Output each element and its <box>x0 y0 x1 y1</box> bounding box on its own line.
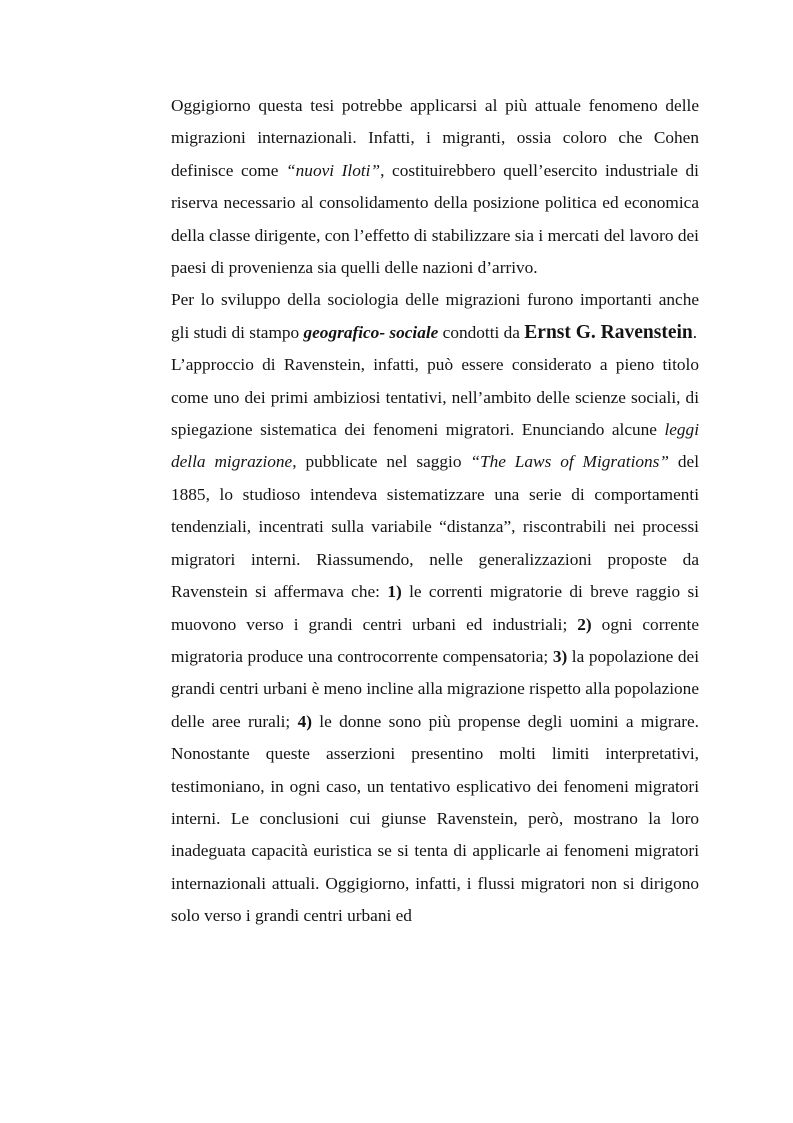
paragraph-cohen <box>171 90 699 284</box>
text-segment: . <box>692 322 698 342</box>
text-segment: , costituirebbero quell’esercito industriale di riserva necessario al consolidamento della posizione politica ed economica della classe dirigente, con l’effetto di stabilizzare sia i mercati del lavoro dei paesi di provenienza sia quelli delle nazioni d’arrivo. <box>171 160 699 278</box>
paragraph-ravenstein-laws <box>171 349 699 932</box>
emphasis-geografico-sociale: geografico- sociale <box>303 322 439 342</box>
document-page <box>171 90 699 933</box>
emphasis-leggi: leggi della migrazione <box>171 420 699 472</box>
text-segment: , pubblicate nel saggio <box>292 452 471 472</box>
text-segment: ogni corrente migratoria produce una controcorrente compensatoria; <box>171 614 699 666</box>
author-name: Ernst G. Ravenstein <box>524 321 693 343</box>
text-segment: del 1885, lo studioso intendeva sistematizzare una serie di comportamenti tendenziali, incentrati sulla variabile “distanza”, riscontrabili nei processi migratori interni. Riassumendo, nelle generalizzazioni proposte da Ravenstein si affermava che: <box>171 452 699 602</box>
quote-nuovi-iloti: “nuovi Iloti” <box>286 160 381 180</box>
text-segment: Oggigiorno questa tesi potrebbe applicarsi al più attuale fenomeno delle migrazioni internazionali. Infatti, i migranti, ossia coloro che Cohen definisce come <box>171 96 699 180</box>
text-segment: L’approccio di Ravenstein, infatti, può essere considerato a pieno titolo come uno dei primi ambiziosi tentativi, nell’ambito delle scienze sociali, di spiegazione sistematica dei fenomeni migratori. Enunciando alcune <box>171 355 699 440</box>
paragraph-ravenstein-intro <box>171 284 699 349</box>
text-segment: la popolazione dei grandi centri urbani è meno incline alla migrazione rispetto alla popolazione delle aree rurali; <box>171 646 699 731</box>
list-number-1: 1) <box>387 582 402 602</box>
text-segment: le donne sono più propense degli uomini a migrare. Nonostante queste asserzioni presentino molti limiti interpretativi, testimoniano, in ogni caso, un tentativo esplicativo dei fenomeni migratori interni. Le conclusioni cui giunse Ravenstein, però, mostrano la loro inadeguata capacità euristica se si tenta di applicarle ai fenomeni migratori internazionali attuali. Oggigiorno, infatti, i flussi migratori non si dirigono solo verso i grandi centri urbani ed <box>171 711 699 926</box>
text-segment: le correnti migratorie di breve raggio si muovono verso i grandi centri urbani ed industriali; <box>171 582 700 634</box>
list-number-2: 2) <box>577 614 592 634</box>
list-number-4: 4) <box>297 711 312 731</box>
book-title: “The Laws of Migrations” <box>470 452 669 472</box>
text-segment: condotti da <box>438 322 525 342</box>
text-segment: Per lo sviluppo della sociologia delle migrazioni furono importanti anche gli studi di stampo <box>171 290 699 342</box>
list-number-3: 3) <box>552 646 568 666</box>
